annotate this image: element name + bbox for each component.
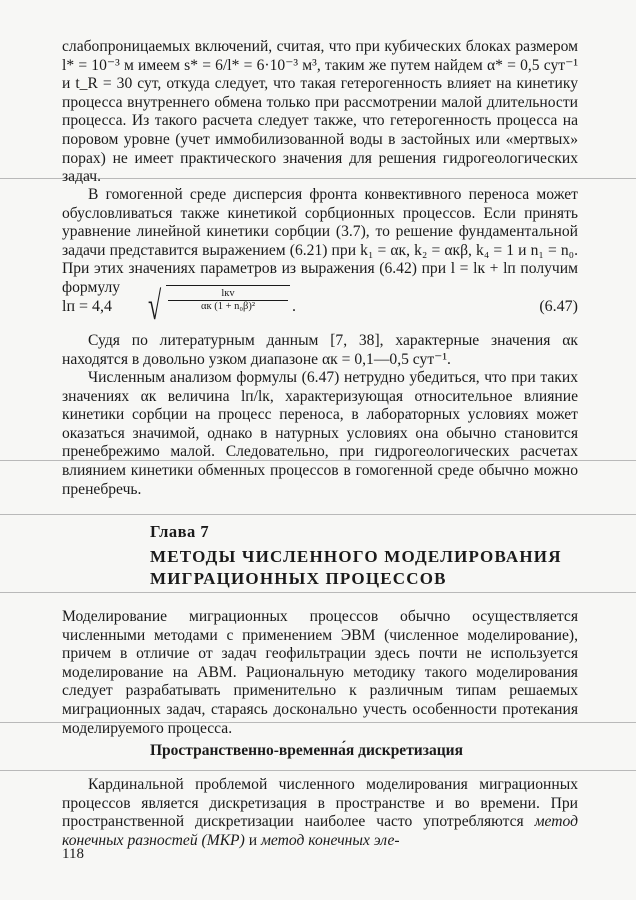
equation-denominator: αк (1 + n₀β)² <box>200 301 256 312</box>
page-number: 118 <box>62 846 84 862</box>
equation-fraction <box>168 288 288 312</box>
paragraph-last-and: и <box>248 831 258 849</box>
term-fdm: метод конечных разностей (МКР) <box>62 813 578 849</box>
scan-line <box>0 592 636 593</box>
chapter-title-line-1: МЕТОДЫ ЧИСЛЕННОГО МОДЕЛИРОВАНИЯ <box>150 547 562 566</box>
paragraph-top: слабопроницаемых включений, считая, что при кубических блоках размером l* = 10⁻³ м имеем s* = 6/l* = 6·10⁻³ м³, таким же путем найдем α* = 0,5 сут⁻¹ и t_R = 30 сут, откуда следует, что такая гетерогенность влияет на кинетику процесса внутреннего обмена только при рассмотрении малой длительности процесса. Из такого расчета следует также, что гетерогенность процесса на поровом уровне (учет иммобилизованной воды в застойных или «мертвых» порах) не имеет практического значения для решения гидрогеологических задач. <box>62 38 578 186</box>
equation-lhs: lп = 4,4 <box>62 298 113 315</box>
chapter-label: Глава 7 <box>150 522 210 541</box>
equation-number: (6.47) <box>539 298 578 315</box>
equation-trailing: . <box>292 298 296 315</box>
equation-6-47 <box>62 283 578 328</box>
scan-line <box>0 514 636 515</box>
paragraph-last-text: Кардинальной проблемой численного моделирования миграционных процессов является дискретизация в пространстве и во времени. При пространственной дискретизации наиболее часто употребляются <box>62 776 578 831</box>
radical-bar <box>166 285 290 286</box>
section-title: Пространственно-временна́я дискретизация <box>150 742 463 759</box>
scan-line <box>0 770 636 771</box>
paragraph-intro: Моделирование миграционных процессов обычно осуществляется численными методами с применением ЭВМ (численное моделирование), причем в отличие от задач геофильтрации здесь почти не используется моделирование на АВМ. Рациональную методику такого моделирования следует разрабатывать применительно к различным типам решаемых миграционных задач, стараясь досконально учесть особенности протекания моделируемого процесса. <box>62 608 578 737</box>
paragraph-literature: Судя по литературным данным [7, 38], характерные значения αк находятся в довольно узком диапазоне αк = 0,1—0,5 сут⁻¹. <box>62 332 578 368</box>
term-fem: метод конечных эле- <box>260 831 400 849</box>
paragraph-homogeneous: В гомогенной среде дисперсия фронта конвективного переноса может обусловливаться также кинетикой сорбционных процессов. Если принять уравнение линейной кинетики сорбции (3.7), то решение фундаментальной задачи представится выражением (6.21) при k₁ = αк, k₂ = αкβ, k₄ = 1 и n₁ = n₀. При этих значениях параметров из выражения (6.42) при l = lк + lп получим формулу <box>62 186 578 296</box>
equation-numerator: lкv <box>168 288 288 301</box>
paragraph-last <box>62 776 578 850</box>
chapter-title-line-2: МИГРАЦИОННЫХ ПРОЦЕССОВ <box>150 569 447 588</box>
paragraph-numeric: Численным анализом формулы (6.47) нетрудно убедиться, что при таких значениях αк величина lп/lк, характеризующая относительное влияние кинетики сорбции на процесс переноса, в лабораторных условиях может оказаться значимой, однако в натурных условиях она обычно становится пренебрежимо малой. Следовательно, при гидрогеологических расчетах влиянием кинетики обменных процессов в гомогенной среде обычно можно пренебречь. <box>62 369 578 498</box>
radical-sign: √ <box>148 283 162 328</box>
chapter-title <box>150 546 562 590</box>
